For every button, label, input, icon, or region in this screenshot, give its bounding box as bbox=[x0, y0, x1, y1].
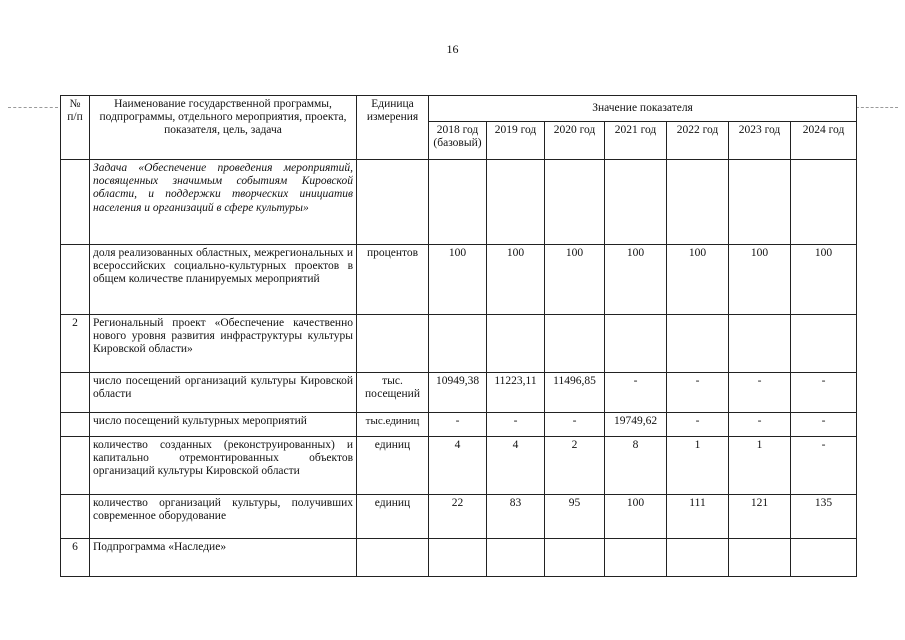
row-value bbox=[429, 160, 487, 245]
header-year: 2024 год bbox=[791, 122, 857, 160]
row-value: 121 bbox=[729, 495, 791, 539]
row-name: Задача «Обеспечение проведения мероприятий, посвященных значимым событиям Кировской области, и поддержки творческих инициатив населения и организаций в сфере культуры» bbox=[90, 160, 357, 245]
row-num bbox=[61, 373, 90, 413]
row-value bbox=[729, 315, 791, 373]
header-name: Наименование государственной программы, подпрограммы, отдельного мероприятия, проекта, показателя, цель, задача bbox=[90, 96, 357, 160]
row-value bbox=[487, 315, 545, 373]
row-name: число посещений культурных мероприятий bbox=[90, 413, 357, 437]
row-value: 100 bbox=[729, 245, 791, 315]
row-value: - bbox=[791, 437, 857, 495]
row-value: 19749,62 bbox=[605, 413, 667, 437]
row-name: количество организаций культуры, получивших современное оборудование bbox=[90, 495, 357, 539]
scan-artifact-left bbox=[8, 107, 58, 108]
row-value bbox=[545, 539, 605, 577]
row-value: 11496,85 bbox=[545, 373, 605, 413]
row-value bbox=[605, 539, 667, 577]
header-year: 2019 год bbox=[487, 122, 545, 160]
row-value: 100 bbox=[487, 245, 545, 315]
row-value: 100 bbox=[667, 245, 729, 315]
row-value: - bbox=[729, 373, 791, 413]
row-value: 22 bbox=[429, 495, 487, 539]
row-value: 100 bbox=[545, 245, 605, 315]
row-value: - bbox=[791, 373, 857, 413]
row-value: 100 bbox=[605, 495, 667, 539]
row-unit: единиц bbox=[357, 495, 429, 539]
header-year: 2018 год (базовый) bbox=[429, 122, 487, 160]
row-value: - bbox=[487, 413, 545, 437]
row-unit: процентов bbox=[357, 245, 429, 315]
row-num bbox=[61, 437, 90, 495]
row-value: - bbox=[791, 413, 857, 437]
row-unit bbox=[357, 315, 429, 373]
row-value: 1 bbox=[667, 437, 729, 495]
row-value: - bbox=[429, 413, 487, 437]
header-value-group: Значение показателя bbox=[429, 96, 857, 122]
row-value: 10949,38 bbox=[429, 373, 487, 413]
row-unit bbox=[357, 539, 429, 577]
row-value: 100 bbox=[791, 245, 857, 315]
page-number: 16 bbox=[446, 42, 459, 56]
table-row bbox=[61, 413, 857, 437]
row-num bbox=[61, 245, 90, 315]
header-year: 2023 год bbox=[729, 122, 791, 160]
table-row bbox=[61, 245, 857, 315]
row-value bbox=[729, 539, 791, 577]
table-row bbox=[61, 160, 857, 245]
header-year: 2021 год bbox=[605, 122, 667, 160]
row-value bbox=[667, 539, 729, 577]
row-value bbox=[429, 539, 487, 577]
table-row bbox=[61, 315, 857, 373]
row-num bbox=[61, 495, 90, 539]
row-value bbox=[487, 539, 545, 577]
row-name: Подпрограмма «Наследие» bbox=[90, 539, 357, 577]
row-value bbox=[545, 160, 605, 245]
row-value: 111 bbox=[667, 495, 729, 539]
scan-artifact-right bbox=[856, 107, 898, 108]
row-value bbox=[667, 160, 729, 245]
row-name: Региональный проект «Обеспечение качественно нового уровня развития инфраструктуры культуры Кировской области» bbox=[90, 315, 357, 373]
row-value: 4 bbox=[487, 437, 545, 495]
row-value: 83 bbox=[487, 495, 545, 539]
row-value: 4 bbox=[429, 437, 487, 495]
indicators-table bbox=[60, 95, 857, 577]
row-value: 11223,11 bbox=[487, 373, 545, 413]
row-value bbox=[791, 160, 857, 245]
row-unit bbox=[357, 160, 429, 245]
header-year: 2020 год bbox=[545, 122, 605, 160]
table-row bbox=[61, 373, 857, 413]
header-year: 2022 год bbox=[667, 122, 729, 160]
table-row bbox=[61, 539, 857, 577]
row-value bbox=[791, 315, 857, 373]
row-unit: тыс. посещений bbox=[357, 373, 429, 413]
row-value: 100 bbox=[605, 245, 667, 315]
row-name: число посещений организаций культуры Кировской области bbox=[90, 373, 357, 413]
row-value bbox=[791, 539, 857, 577]
row-value bbox=[667, 315, 729, 373]
table-row bbox=[61, 495, 857, 539]
row-unit: тыс.единиц bbox=[357, 413, 429, 437]
row-value bbox=[487, 160, 545, 245]
row-value: - bbox=[667, 373, 729, 413]
row-value: - bbox=[729, 413, 791, 437]
row-value bbox=[605, 160, 667, 245]
row-value: 135 bbox=[791, 495, 857, 539]
header-unit: Единица измерения bbox=[357, 96, 429, 160]
row-value bbox=[545, 315, 605, 373]
row-value bbox=[605, 315, 667, 373]
row-num bbox=[61, 160, 90, 245]
row-value bbox=[429, 315, 487, 373]
row-value: 95 bbox=[545, 495, 605, 539]
table-row bbox=[61, 437, 857, 495]
row-name: количество созданных (реконструированных) и капитально отремонтированных объектов организаций культуры Кировской области bbox=[90, 437, 357, 495]
row-value: 100 bbox=[429, 245, 487, 315]
row-value: 2 bbox=[545, 437, 605, 495]
row-num: 2 bbox=[61, 315, 90, 373]
row-value bbox=[729, 160, 791, 245]
row-num bbox=[61, 413, 90, 437]
header-num: № п/п bbox=[61, 96, 90, 160]
row-value: - bbox=[667, 413, 729, 437]
row-value: - bbox=[545, 413, 605, 437]
row-value: 8 bbox=[605, 437, 667, 495]
row-value: 1 bbox=[729, 437, 791, 495]
row-unit: единиц bbox=[357, 437, 429, 495]
row-num: 6 bbox=[61, 539, 90, 577]
row-value: - bbox=[605, 373, 667, 413]
row-name: доля реализованных областных, межрегиональных и всероссийских социально-культурных проектов в общем количестве планируемых мероприятий bbox=[90, 245, 357, 315]
